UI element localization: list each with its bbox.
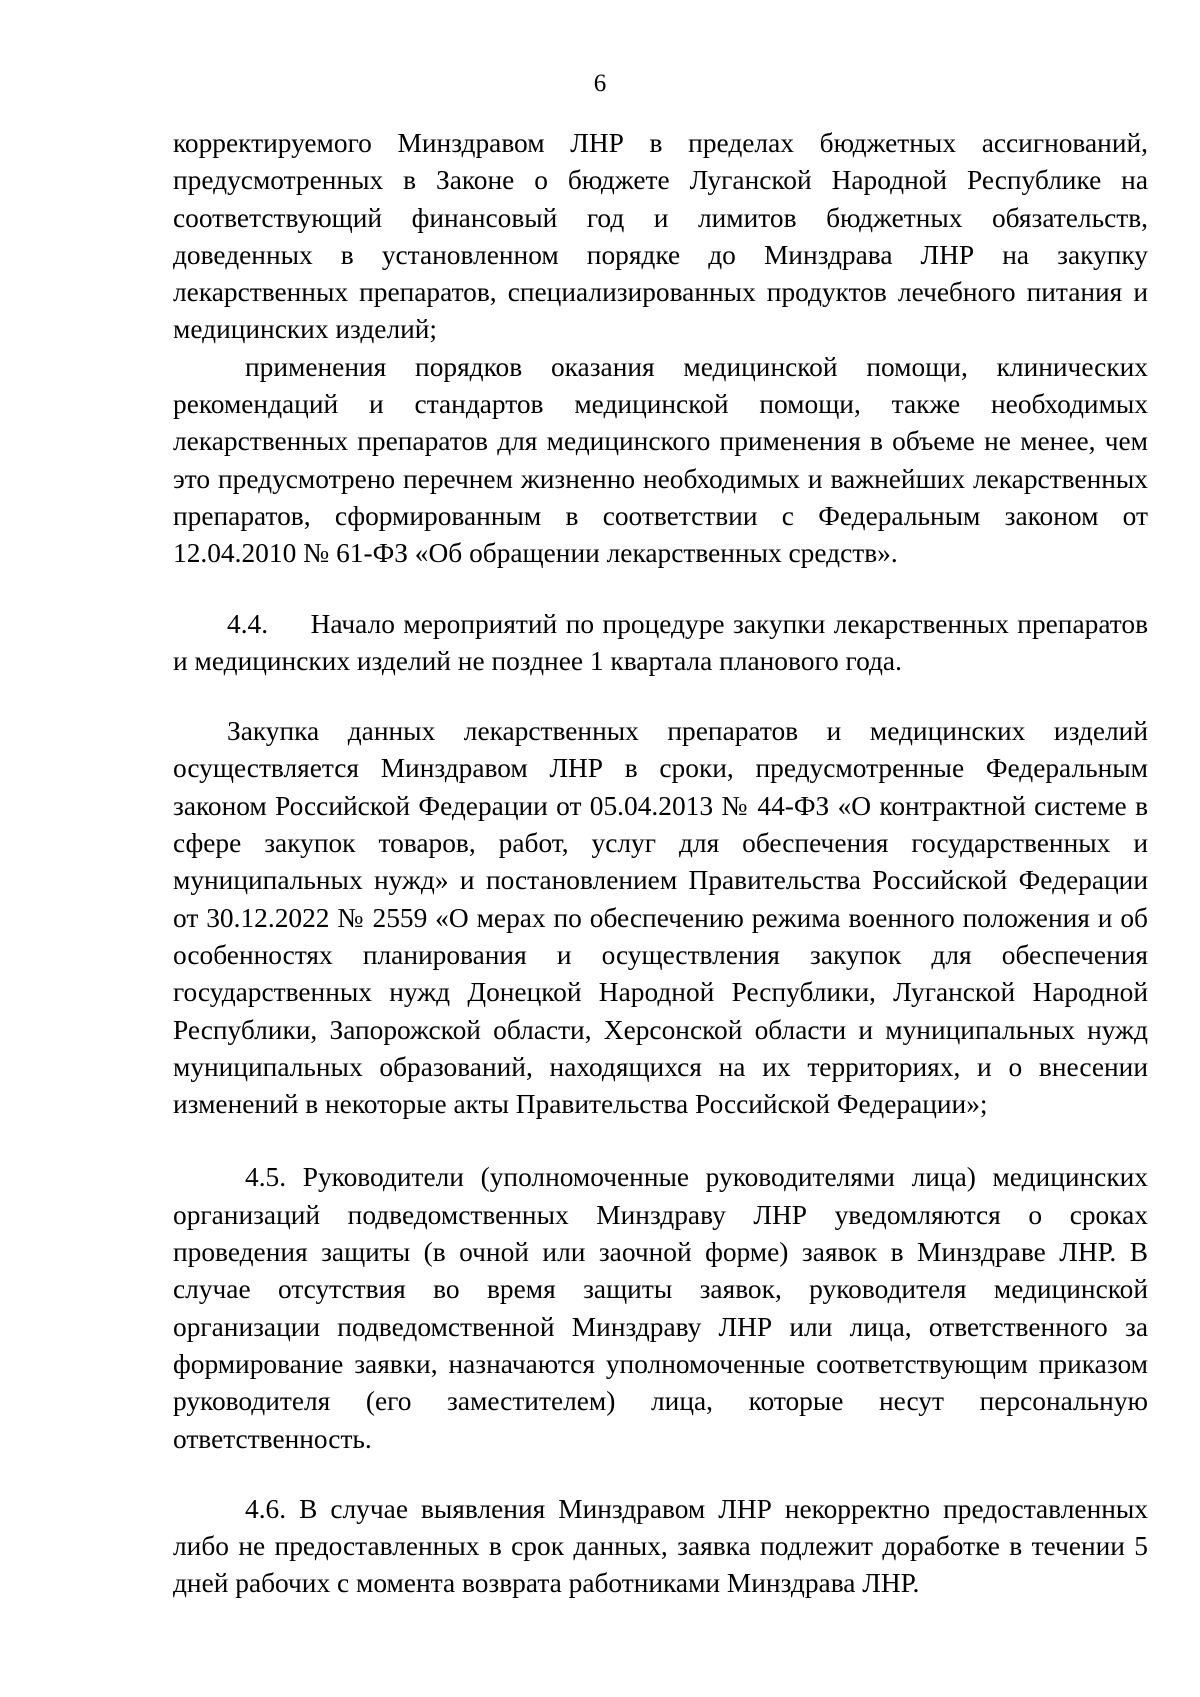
paragraph-4-6: 4.6. В случае выявления Минздравом ЛНР некорректно предоставленных либо не предоставленных в срок данных, заявка подлежит доработке в течении 5 дней рабочих с момента возврата работниками Минздрава ЛНР.	[173, 1493, 1148, 1599]
document-body	[173, 125, 1148, 1603]
paragraph-budget-continuation: корректируемого Минздравом ЛНР в пределах бюджетных ассигнований, предусмотренных в Законе о бюджете Луганской Народной Республике на соответствующий финансовый год и лимитов бюджетных обязательств, доведенных в установленном порядке до Минздрава ЛНР на закупку лекарственных препаратов, специализированных продуктов лечебного питания и медицинских изделий;	[173, 128, 1148, 345]
paragraph-procurement: Закупка данных лекарственных препаратов и медицинских изделий осуществляется Минздравом ЛНР в сроки, предусмотренные Федеральным законом Российской Федерации от 05.04.2013 № 44-ФЗ «О контрактной системе в сфере закупок товаров, работ, услуг для обеспечения государственных и муниципальных нужд» и постановлением Правительства Российской Федерации от 30.12.2022 № 2559 «О мерах по обеспечению режима военного положения и об особенностях планирования и осуществления закупок для обеспечения государственных нужд Донецкой Народной Республики, Луганской Народной Республики, Запорожской области, Херсонской области и муниципальных нужд муниципальных образований, находящихся на их территориях, и о внесении изменений в некоторые акты Правительства Российской Федерации»;	[173, 716, 1148, 1120]
paragraph-4-5: 4.5. Руководители (уполномоченные руководителями лица) медицинских организаций подведомственных Минздраву ЛНР уведомляются о сроках проведения защиты (в очной или заочной форме) заявок в Минздраве ЛНР. В случае отсутствия во время защиты заявок, руководителя медицинской организации подведомственной Минздраву ЛНР или лица, ответственного за формирование заявки, назначаются уполномоченные соответствующим приказом руководителя (его заместителем) лица, которые несут персональную ответственность.	[173, 1162, 1148, 1454]
paragraph-standards: применения порядков оказания медицинской помощи, клинических рекомендаций и стандартов медицинской помощи, также необходимых лекарственных препаратов для медицинского применения в объеме не менее, чем это предусмотрено перечнем жизненно необходимых и важнейших лекарственных препаратов, сформированным в соответствии с Федеральным законом от 12.04.2010 № 61-ФЗ «Об обращении лекарственных средств».	[173, 351, 1148, 569]
page-number: 6	[593, 70, 607, 97]
paragraph-4-4: 4.4. Начало мероприятий по процедуре закупки лекарственных препаратов и медицинских изделий не позднее 1 квартала планового года.	[173, 608, 1148, 676]
